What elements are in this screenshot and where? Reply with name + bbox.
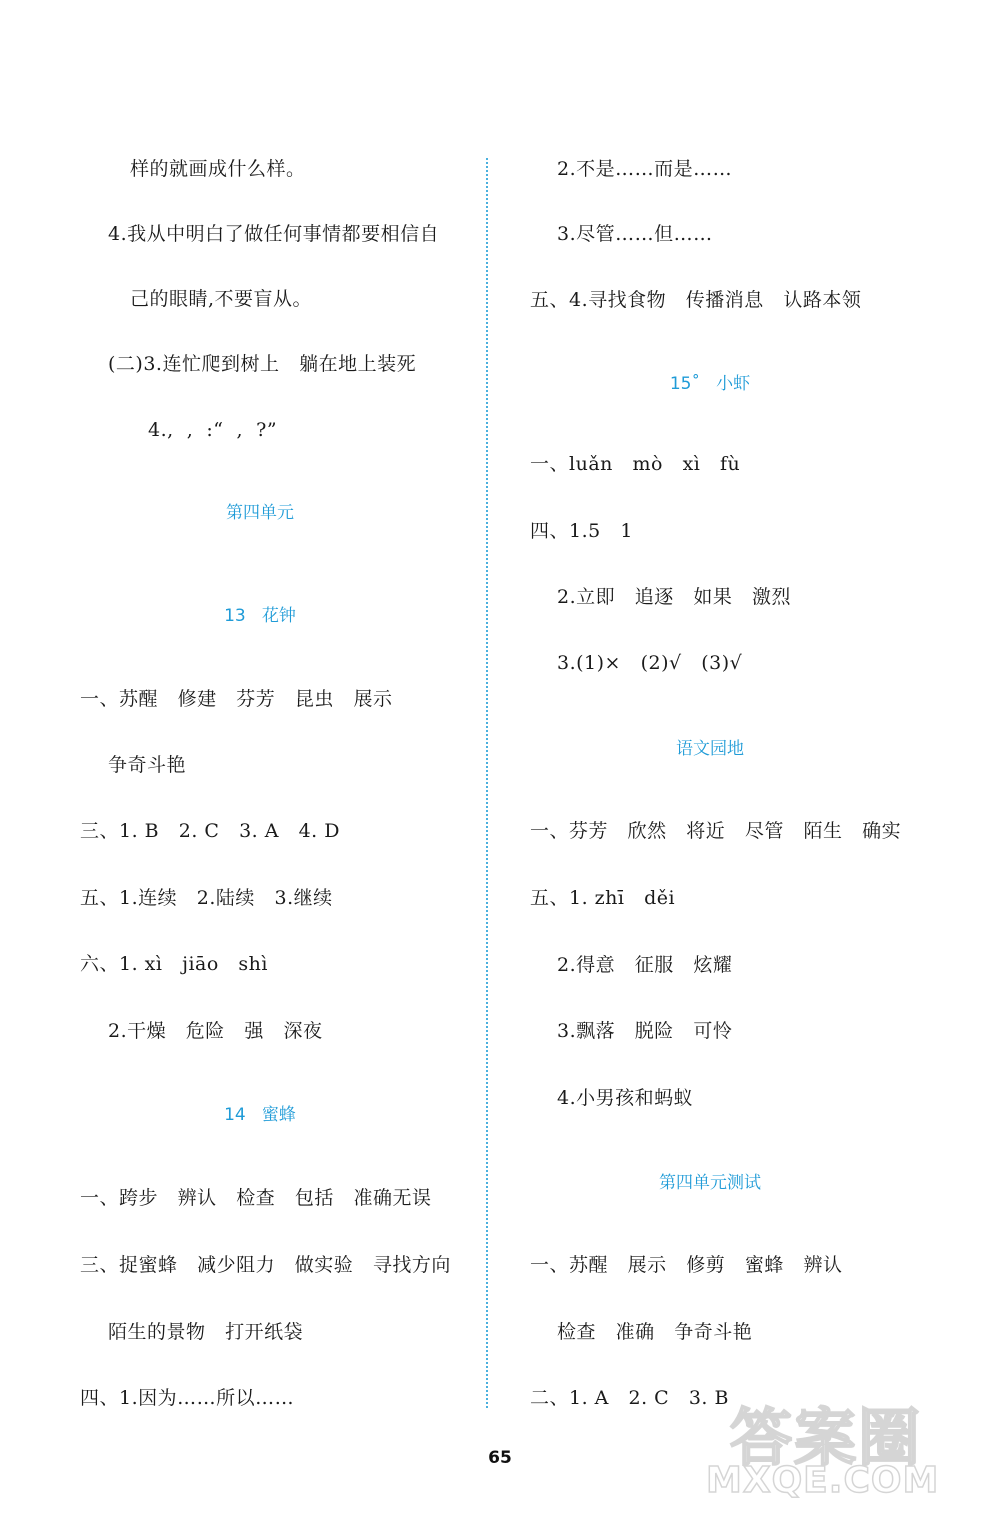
answer-line: 一、苏醒 修建 芬芳 昆虫 展示 — [80, 688, 393, 710]
answer-line: 四、1.5 1 — [530, 520, 633, 542]
answer-line: 己的眼睛,不要盲从。 — [130, 288, 313, 310]
section-heading-unit4: 第四单元 — [226, 503, 294, 523]
answer-line: 4., , :“ , ?” — [148, 419, 278, 441]
lesson-heading-15: 15˚ 小虾 — [669, 374, 751, 394]
answer-line: 一、芬芳 欣然 将近 尽管 陌生 确实 — [530, 820, 902, 842]
answer-line: 一、luǎn mò xì fù — [530, 453, 741, 475]
watermark-logo — [700, 1388, 990, 1508]
lesson-heading-14: 14 蜜蜂 — [224, 1105, 296, 1125]
answer-line: 3.(1)× (2)√ (3)√ — [557, 652, 743, 674]
answer-line: 五、1. zhī děi — [530, 887, 676, 909]
answer-line: 检查 准确 争奇斗艳 — [557, 1321, 753, 1343]
lesson-heading-13: 13 花钟 — [224, 606, 296, 626]
answer-line: 四、1.因为……所以…… — [80, 1387, 295, 1409]
answer-line: 争奇斗艳 — [108, 754, 187, 776]
answer-line: 样的就画成什么样。 — [130, 158, 306, 180]
column-divider — [486, 158, 488, 1408]
answer-line: 三、捉蜜蜂 减少阻力 做实验 寻找方向 — [80, 1254, 451, 1276]
answer-line: 3.飘落 脱险 可怜 — [557, 1020, 733, 1042]
section-heading-unit4-test: 第四单元测试 — [659, 1173, 761, 1193]
answer-line: 陌生的景物 打开纸袋 — [108, 1321, 304, 1343]
watermark-title: 答案圈 — [730, 1401, 923, 1474]
answer-line: 4.我从中明白了做任何事情都要相信自 — [108, 223, 440, 245]
answer-line: 一、跨步 辨认 检查 包括 准确无误 — [80, 1187, 432, 1209]
answer-line: 五、1.连续 2.陆续 3.继续 — [80, 887, 333, 909]
page-number: 65 — [488, 1448, 512, 1468]
answer-line: 2.不是……而是…… — [557, 158, 733, 180]
answer-line: 一、苏醒 展示 修剪 蜜蜂 辨认 — [530, 1254, 843, 1276]
answer-line: 2.立即 追逐 如果 激烈 — [557, 586, 791, 608]
answer-line: 三、1. B 2. C 3. A 4. D — [80, 820, 340, 842]
answer-line: 4.小男孩和蚂蚁 — [557, 1087, 694, 1109]
answer-line: (二)3.连忙爬到树上 躺在地上装死 — [108, 353, 417, 375]
answer-line: 五、4.寻找食物 传播消息 认路本领 — [530, 289, 862, 311]
answer-line: 2.得意 征服 炫耀 — [557, 954, 733, 976]
answer-line: 3.尽管……但…… — [557, 223, 713, 245]
answer-line: 2.干燥 危险 强 深夜 — [108, 1020, 323, 1042]
answer-line: 六、1. xì jiāo shì — [80, 953, 268, 975]
watermark-url: MXQE.COM — [706, 1460, 940, 1501]
answer-line: 二、1. A 2. C 3. B — [530, 1387, 729, 1409]
section-heading-garden: 语文园地 — [676, 739, 744, 759]
